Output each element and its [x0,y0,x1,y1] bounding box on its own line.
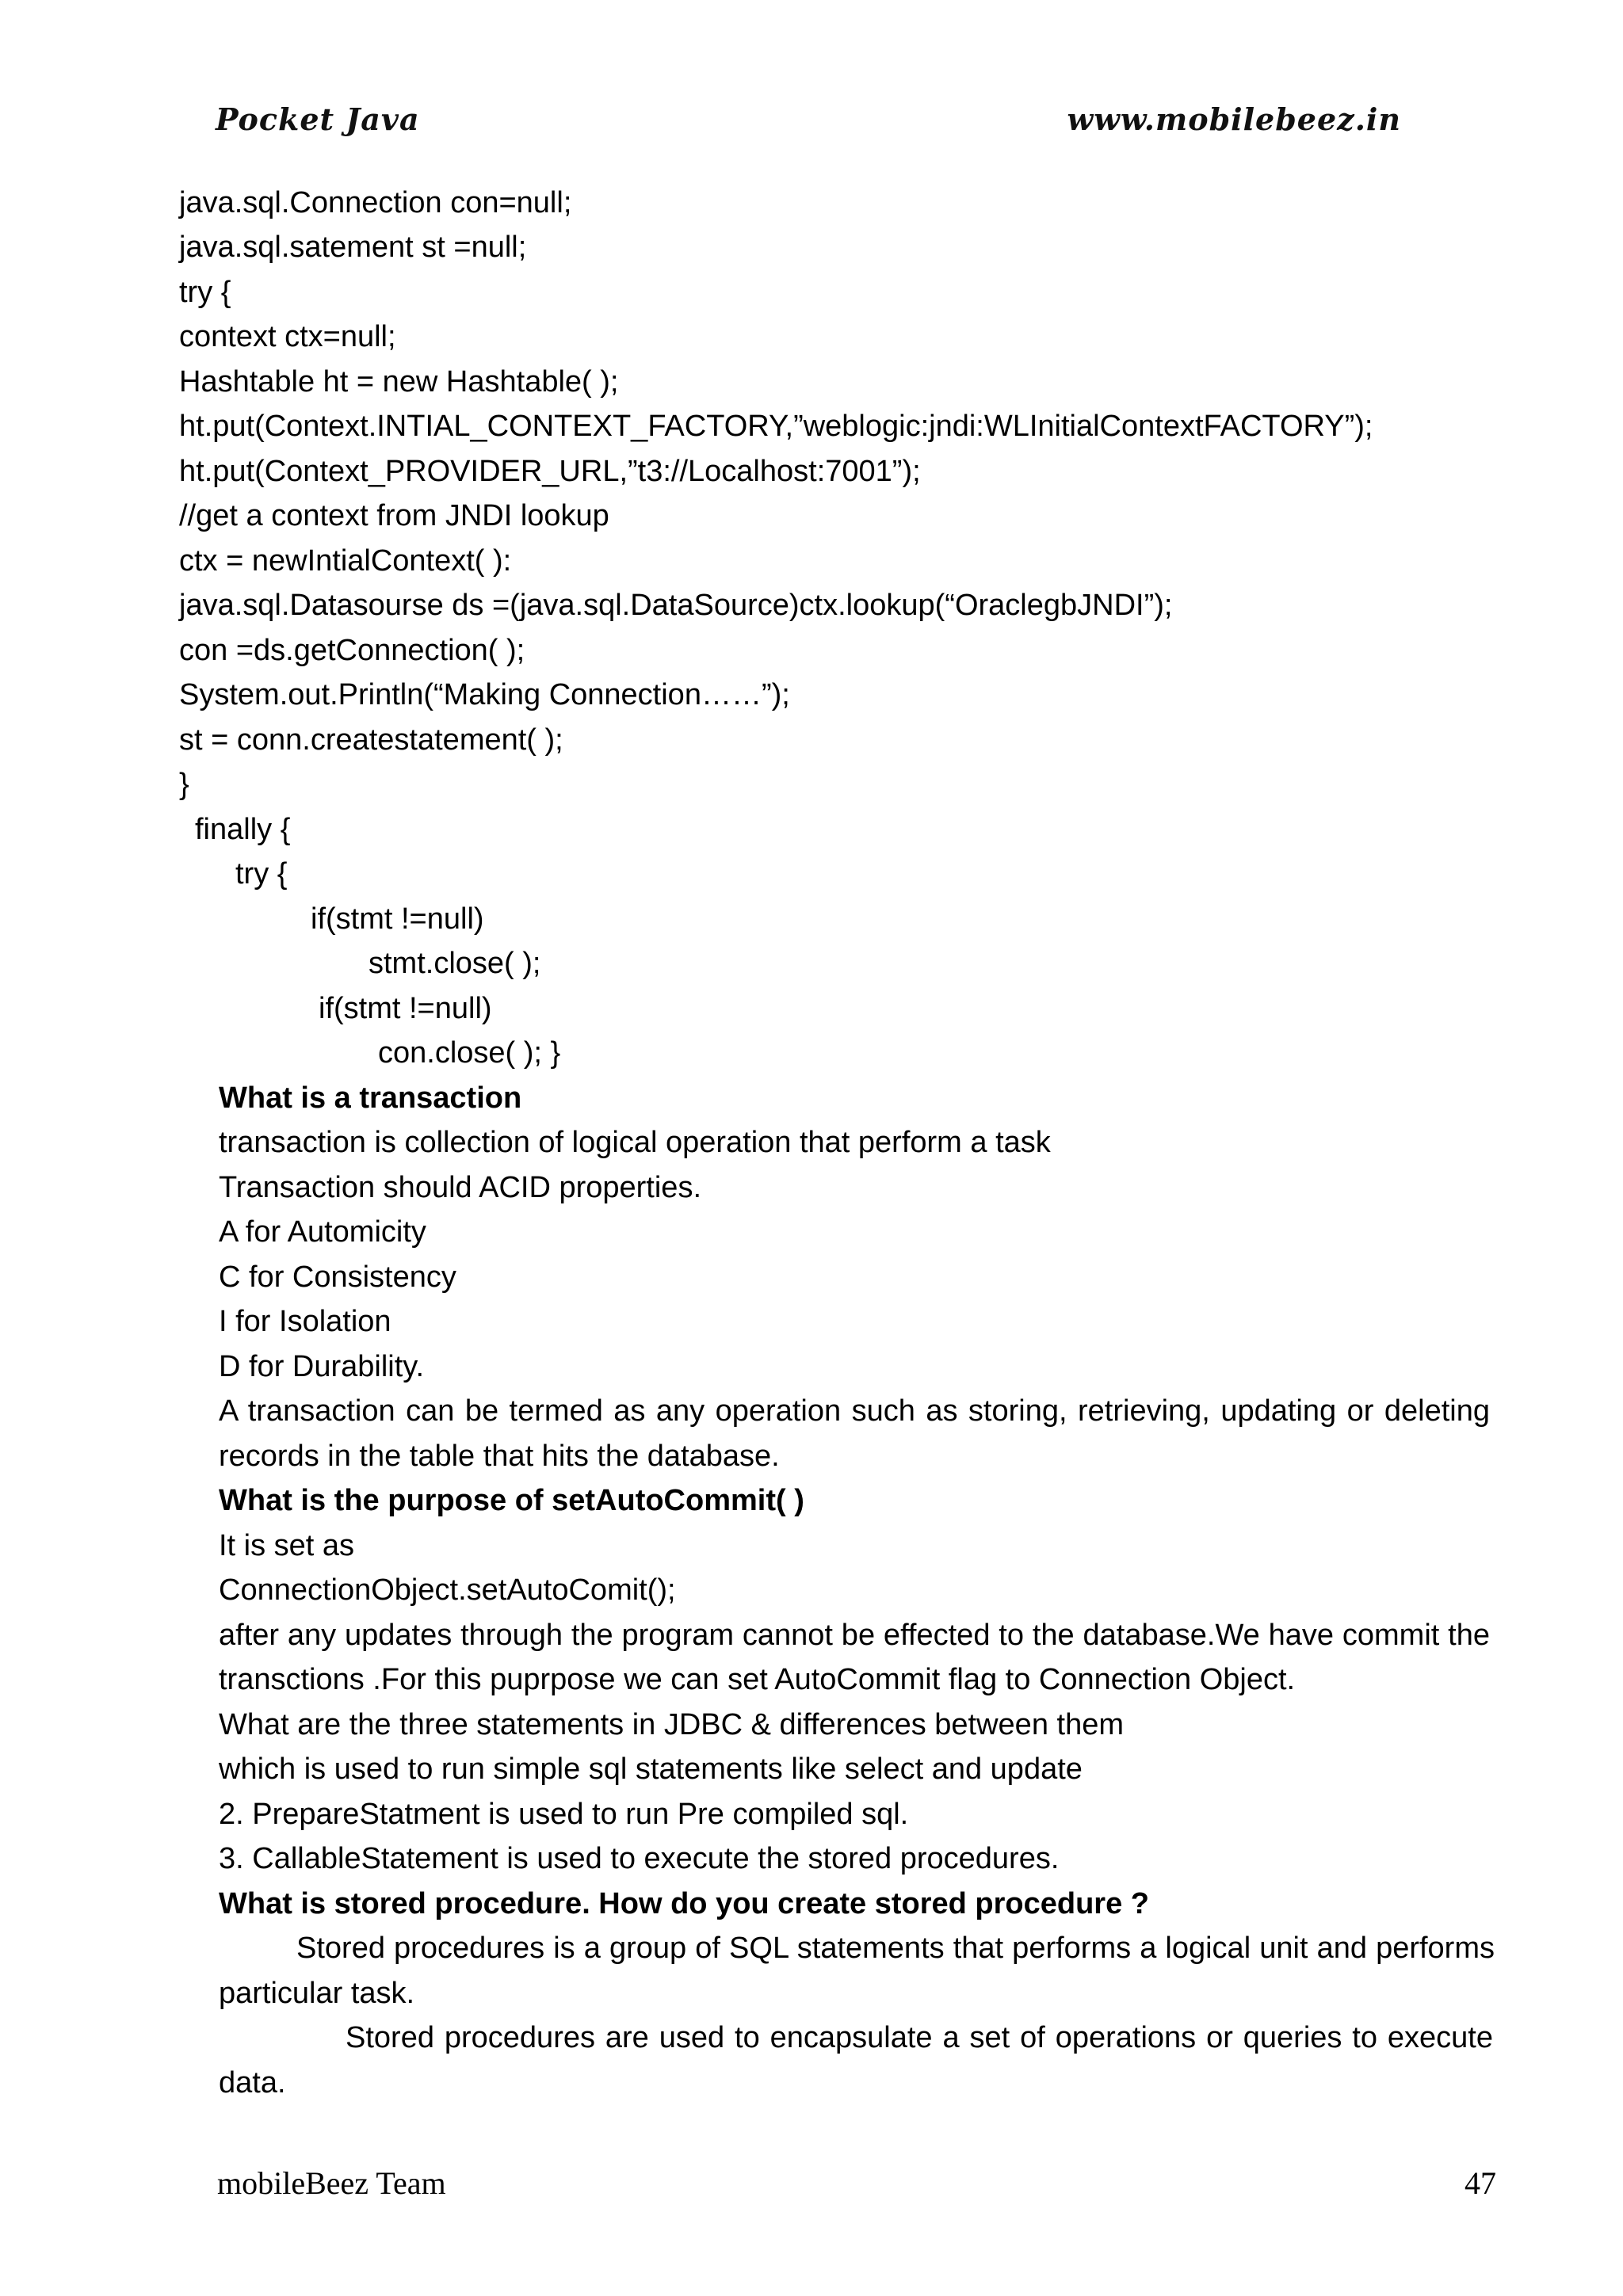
paragraph-line: Stored procedures are used to encapsulate a set of operations or queries to execute [346,2021,1493,2054]
text-line: I for Isolation [219,1305,391,1338]
code-line: java.sql.satement st =null; [179,231,527,264]
paragraph-line: A transaction can be termed as any operation such as storing, retrieving, updating or deleting [219,1394,1490,1428]
code-line: try { [179,276,231,309]
code-line: java.sql.Datasourse ds =(java.sql.DataSource)ctx.lookup(“OraclegbJNDI”); [179,589,1173,622]
code-line: context ctx=null; [179,320,396,353]
paragraph-line: after any updates through the program cannot be effected to the database.We have commit the [219,1619,1490,1652]
website-url: www.mobilebeez.in [1067,101,1401,137]
text-line: 2. PrepareStatment is used to run Pre compiled sql. [219,1798,909,1831]
text-line: A for Automicity [219,1215,426,1249]
paragraph-line: records in the table that hits the database. [219,1440,780,1473]
text-line: which is used to run simple sql statements like select and update [219,1753,1083,1786]
code-line: ht.put(Context.INTIAL_CONTEXT_FACTORY,”weblogic:jndi:WLInitialContextFACTORY”); [179,410,1373,443]
section-heading: What is stored procedure. How do you create stored procedure ? [219,1887,1149,1920]
code-line: if(stmt !=null) [311,902,484,936]
code-line: con.close( ); } [378,1036,561,1070]
section-heading: What is the purpose of setAutoCommit( ) [219,1484,804,1517]
paragraph-line: data. [219,2066,286,2100]
code-line: if(stmt !=null) [319,992,492,1025]
page-number: 47 [1465,2165,1496,2201]
text-line: transaction is collection of logical operation that perform a task [219,1126,1051,1159]
code-line: st = conn.createstatement( ); [179,723,563,757]
code-line: java.sql.Connection con=null; [179,186,572,219]
text-line: What are the three statements in JDBC & differences between them [219,1708,1124,1741]
book-title: Pocket Java [216,101,420,137]
code-line: finally { [195,813,291,846]
text-line: ConnectionObject.setAutoComit(); [219,1573,676,1607]
code-line: System.out.Println(“Making Connection……”); [179,678,790,711]
code-line: ht.put(Context_PROVIDER_URL,”t3://Localhost:7001”); [179,455,921,488]
paragraph-line: particular task. [219,1977,415,2010]
text-line: C for Consistency [219,1261,456,1294]
code-line: con =ds.getConnection( ); [179,634,525,667]
text-line: Transaction should ACID properties. [219,1171,702,1204]
code-line: //get a context from JNDI lookup [179,499,609,532]
footer-author: mobileBeez Team [217,2165,446,2201]
code-line: stmt.close( ); [369,947,541,980]
code-line: ctx = newIntialContext( ): [179,544,512,578]
section-heading: What is a transaction [219,1081,522,1115]
code-line: } [179,768,189,801]
text-line: 3. CallableStatement is used to execute the stored procedures. [219,1842,1060,1875]
text-line: It is set as [219,1529,355,1562]
text-line: D for Durability. [219,1350,425,1383]
paragraph-line: transctions .For this puprpose we can set AutoCommit flag to Connection Object. [219,1663,1296,1696]
code-line: Hashtable ht = new Hashtable( ); [179,365,619,399]
paragraph-line: Stored procedures is a group of SQL statements that performs a logical unit and performs [296,1932,1495,1965]
code-line: try { [235,857,288,891]
